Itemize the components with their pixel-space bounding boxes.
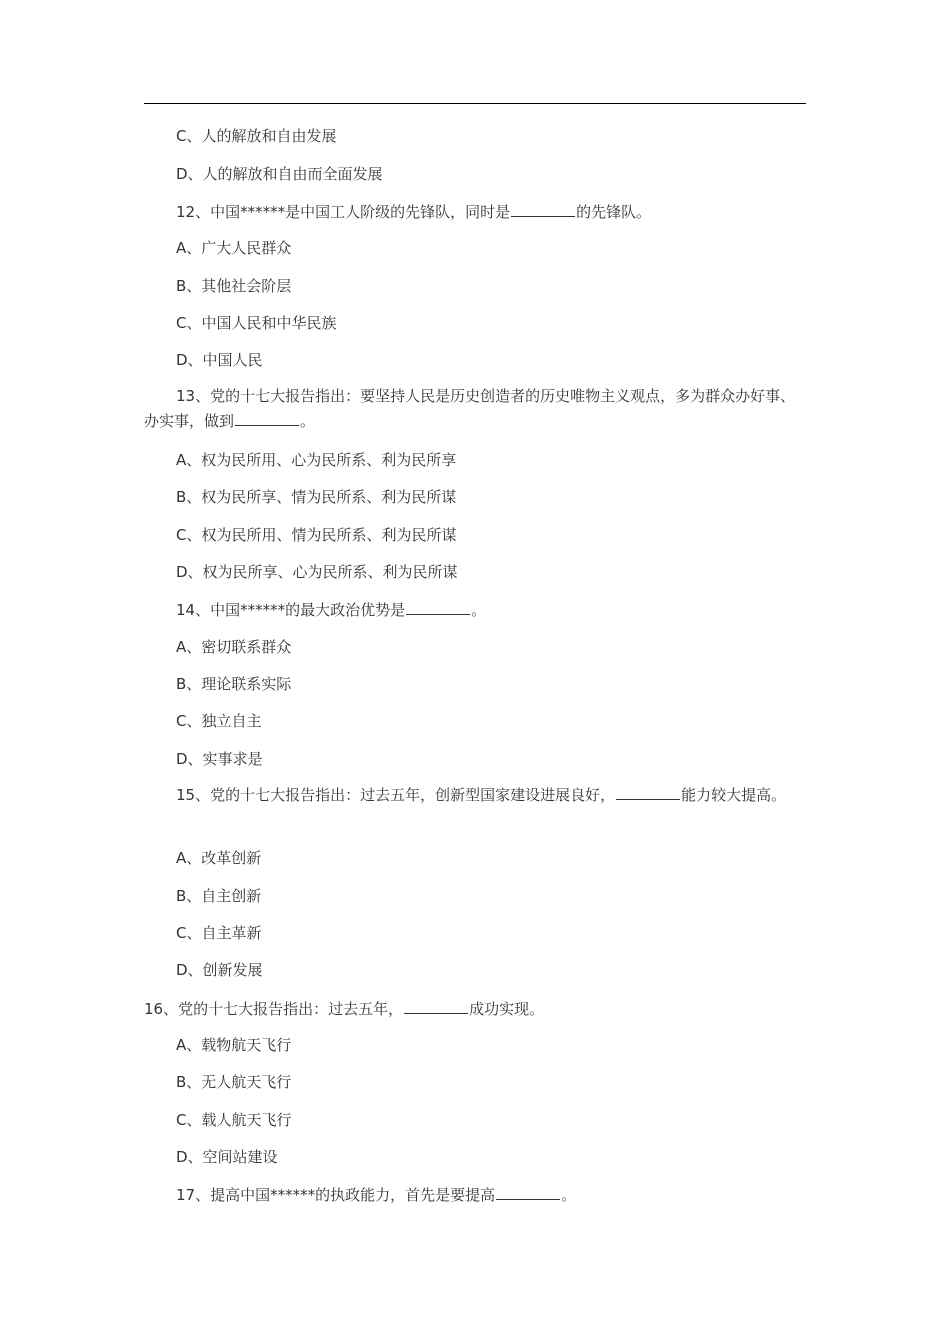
option-c: C、权为民所用、情为民所系、利为民所谋 [176, 526, 457, 544]
answer-blank [235, 411, 299, 426]
option-d: D、实事求是 [176, 750, 263, 768]
option-d: D、中国人民 [176, 351, 263, 369]
question-16: 16、党的十七大报告指出：过去五年， 成功实现。 [144, 1000, 545, 1018]
option-c: C、自主革新 [176, 924, 262, 942]
option-a: A、权为民所用、心为民所系、利为民所享 [176, 451, 457, 469]
question-13: 13、党的十七大报告指出：要坚持人民是历史创造者的历史唯物主义观点，多为群众办好事、办实事，做到 。 [144, 387, 796, 430]
option-d-prev: D、人的解放和自由而全面发展 [176, 165, 383, 183]
option-d: D、权为民所享、心为民所系、利为民所谋 [176, 563, 458, 581]
option-c-prev: C、人的解放和自由发展 [176, 127, 337, 145]
answer-blank [404, 999, 468, 1014]
option-d: D、空间站建设 [176, 1148, 278, 1166]
option-b: B、无人航天飞行 [176, 1073, 292, 1091]
option-d: D、创新发展 [176, 961, 263, 979]
option-b: B、自主创新 [176, 887, 262, 905]
header-rule [144, 103, 806, 104]
option-b: B、权为民所享、情为民所系、利为民所谋 [176, 488, 457, 506]
answer-blank [496, 1185, 560, 1200]
option-c: C、中国人民和中华民族 [176, 314, 337, 332]
option-b: B、其他社会阶层 [176, 277, 292, 295]
answer-blank [616, 785, 680, 800]
option-a: A、广大人民群众 [176, 239, 292, 257]
answer-blank [406, 600, 470, 615]
option-a: A、改革创新 [176, 849, 262, 867]
question-17: 17、提高中国******的执政能力，首先是要提高 。 [176, 1186, 577, 1204]
question-12: 12、中国******是中国工人阶级的先锋队，同时是 的先锋队。 [176, 203, 652, 221]
option-b: B、理论联系实际 [176, 675, 292, 693]
option-c: C、独立自主 [176, 712, 262, 730]
answer-blank [511, 202, 575, 217]
option-a: A、载物航天飞行 [176, 1036, 292, 1054]
option-a: A、密切联系群众 [176, 638, 292, 656]
question-14: 14、中国******的最大政治优势是 。 [176, 601, 487, 619]
question-15: 15、党的十七大报告指出：过去五年，创新型国家建设进展良好， 能力较大提高。 [176, 786, 787, 804]
option-c: C、载人航天飞行 [176, 1111, 292, 1129]
